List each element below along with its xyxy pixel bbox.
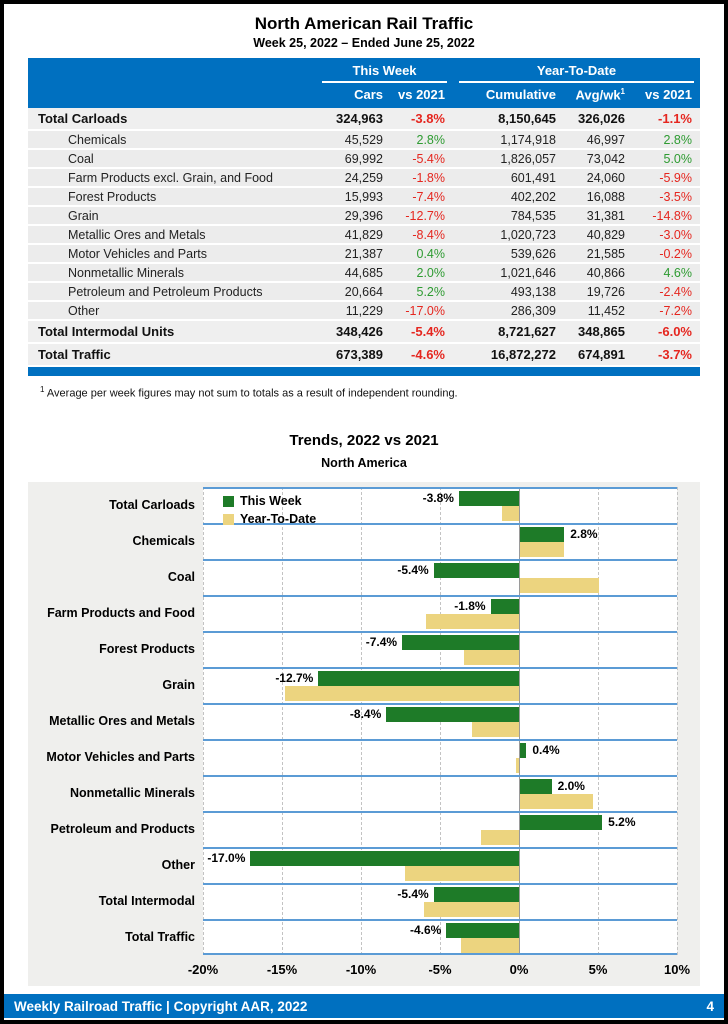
cell-cars-vs: 5.2% [416,284,445,299]
table-row [28,108,700,131]
x-tick-label: -5% [428,962,452,977]
cell-avg-wk: 40,866 [586,265,625,280]
cell-cars: 20,664 [344,284,383,299]
traffic-table-body [28,108,700,367]
cell-cumulative: 1,174,918 [500,132,556,147]
col-header-cars-vs-2021: vs 2021 [398,87,445,102]
row-label: Chemicals [68,132,127,147]
cell-ytd-vs: -0.2% [659,246,692,261]
col-header-avg-wk [556,87,625,102]
col-header-cars: Cars [354,87,383,102]
ytd-bar [461,938,519,953]
cell-ytd-vs: 4.6% [663,265,692,280]
x-tick-label: -15% [266,962,298,977]
table-row [28,283,700,302]
bar-value-label: -4.6% [409,923,442,937]
chart-title: Trends, 2022 vs 2021 [289,432,439,449]
group-header-ytd [453,63,700,83]
cell-ytd-vs: -7.2% [659,303,692,318]
cell-cumulative: 539,626 [510,246,556,261]
this-week-bar [520,743,526,758]
row-label: Nonmetallic Minerals [68,265,185,280]
avg-wk-footnote-marker: 1 [620,87,625,96]
chart-band [203,775,677,811]
bar-value-label: 0.4% [532,743,560,757]
footnote-text: Average per week figures may not sum to totals as a result of independent rounding. [46,387,458,400]
ytd-bar [472,722,519,737]
ytd-bar [502,506,519,521]
header-spacer [28,87,308,102]
table-row [28,169,700,188]
bar-value-label: -5.4% [397,563,429,577]
table-row [28,150,700,169]
cell-cumulative: 1,020,723 [500,227,556,242]
trends-chart [28,482,700,986]
footnote-marker: 1 [40,385,45,394]
this-week-bar [402,635,519,650]
table-row [28,321,700,344]
bar-value-label: -17.0% [207,851,246,865]
cell-cars-vs: 2.0% [416,265,445,280]
group-header-this-week-label: This Week [322,63,447,83]
ytd-bar [405,866,519,881]
chart-band [203,883,677,919]
page-content [4,4,724,1020]
ytd-bar [481,830,519,845]
category-label: Total Traffic [125,930,195,944]
ytd-bar [424,902,519,917]
cell-cars: 15,993 [344,189,383,204]
chart-band [203,667,677,703]
chart-band [203,631,677,667]
cell-cumulative: 784,535 [510,208,556,223]
cell-cars-vs: 2.8% [416,132,445,147]
row-label: Petroleum and Petroleum Products [68,284,263,299]
cell-ytd-vs: -1.1% [658,111,692,127]
cell-cumulative: 286,309 [510,303,556,318]
x-tick-label: 10% [663,962,691,977]
cell-cars: 24,259 [344,170,383,185]
table-bottom-bar [28,367,700,376]
row-label: Grain [68,208,99,223]
ytd-swatch [223,514,234,525]
cell-ytd-vs: -3.0% [659,227,692,242]
cell-cars-vs: -17.0% [405,303,445,318]
col-header-ytd-vs-2021: vs 2021 [645,87,692,102]
chart-band [203,847,677,883]
x-tick-label: -10% [345,962,377,977]
category-label: Forest Products [99,642,195,656]
bar-value-label: -7.4% [365,635,398,649]
cell-cars: 45,529 [344,132,383,147]
cell-avg-wk: 19,726 [586,284,625,299]
table-row [28,207,700,226]
footer-bar [4,994,724,1018]
cell-cars-vs: -7.4% [412,189,445,204]
chart-band [203,739,677,775]
cell-cumulative: 402,202 [510,189,556,204]
this-week-bar [434,887,519,902]
chart-band [203,919,677,955]
cell-cars-vs: -8.4% [412,227,445,242]
cell-avg-wk: 73,042 [586,151,625,166]
category-label: Coal [167,570,195,584]
ytd-bar [520,794,593,809]
category-label: Petroleum and Products [50,822,195,836]
cell-cars: 348,426 [336,324,383,340]
cell-avg-wk: 11,452 [587,303,625,318]
row-label: Other [68,303,100,318]
category-label: Grain [162,678,195,692]
legend-item-this-week [223,493,316,509]
cell-avg-wk: 24,060 [586,170,625,185]
this-week-bar [318,671,519,686]
this-week-bar [250,851,519,866]
legend-label-ytd: Year-To-Date [240,512,317,526]
table-row [28,302,700,321]
bar-value-label: -8.4% [349,707,382,721]
cell-avg-wk: 326,026 [578,111,625,127]
this-week-bar [491,599,519,614]
table-column-header-row [28,83,700,108]
x-tick-label: 0% [509,962,529,977]
category-label: Metallic Ores and Metals [49,714,195,728]
cell-cars: 41,829 [344,227,383,242]
cell-ytd-vs: -3.7% [658,347,692,363]
cell-cumulative: 16,872,272 [490,347,556,363]
chart-legend [223,493,316,529]
group-header-ytd-label: Year-To-Date [459,63,694,83]
cell-avg-wk: 16,088 [586,189,625,204]
bar-value-label: -5.4% [397,887,429,901]
bar-value-label: -1.8% [454,599,486,613]
cell-cars-vs: -5.4% [411,324,445,340]
cell-cumulative: 601,491 [510,170,556,185]
cell-cars: 21,387 [344,246,383,261]
row-label: Coal [68,151,94,166]
category-label: Total Intermodal [98,894,195,908]
cell-ytd-vs: 5.0% [663,151,692,166]
chart-subtitle: North America [321,456,407,470]
cell-cumulative: 1,826,057 [500,151,556,166]
row-label: Farm Products excl. Grain, and Food [68,170,273,185]
cell-avg-wk: 40,829 [586,227,625,242]
category-label: Other [161,858,195,872]
table-row [28,245,700,264]
cell-cumulative: 8,150,645 [498,111,556,127]
ytd-bar [285,686,519,701]
cell-cars-vs: -12.7% [405,208,445,223]
legend-item-ytd [223,511,316,527]
page-title: North American Rail Traffic [254,14,474,33]
cell-avg-wk: 348,865 [578,324,625,340]
table-header [28,58,700,108]
table-row [28,131,700,150]
rail-traffic-table [28,58,700,376]
row-label: Total Carloads [38,111,128,127]
cell-ytd-vs: -3.5% [659,189,692,204]
plot-area [203,487,677,955]
bar-value-label: 2.0% [557,779,585,793]
cell-cars: 673,389 [336,347,383,363]
ytd-bar [516,758,519,773]
this-week-bar [459,491,519,506]
legend-label-this-week: This Week [240,494,302,508]
cell-ytd-vs: 2.8% [663,132,692,147]
this-week-bar [520,779,552,794]
table-row [28,226,700,245]
table-footnote [40,385,458,400]
footer-page-number: 4 [706,998,714,1014]
row-label: Forest Products [68,189,157,204]
cell-cumulative: 8,721,627 [498,324,556,340]
cell-ytd-vs: -5.9% [659,170,692,185]
row-label: Total Traffic [38,347,111,363]
this-week-bar [446,923,519,938]
this-week-swatch [223,496,234,507]
cell-cumulative: 493,138 [510,284,556,299]
col-header-cumulative: Cumulative [485,87,556,102]
this-week-bar [520,815,602,830]
ytd-bar [426,614,519,629]
cell-cars-vs: -4.6% [411,347,445,363]
cell-cars-vs: -3.8% [411,111,445,127]
category-label: Farm Products and Food [47,606,195,620]
cell-cars: 29,396 [344,208,383,223]
table-row [28,344,700,367]
bar-value-label: -3.8% [422,491,454,505]
page-subtitle: Week 25, 2022 – Ended June 25, 2022 [253,36,475,50]
x-tick-label: -20% [187,962,219,977]
cell-cars: 44,685 [344,265,383,280]
cell-cumulative: 1,021,646 [500,265,556,280]
row-label: Metallic Ores and Metals [68,227,206,242]
ytd-bar [520,542,564,557]
cell-cars-vs: 0.4% [416,246,445,261]
table-row [28,264,700,283]
this-week-bar [434,563,519,578]
cell-ytd-vs: -14.8% [652,208,692,223]
group-header-this-week [316,63,453,83]
category-label: Motor Vehicles and Parts [46,750,195,764]
category-label: Total Carloads [109,498,195,512]
cell-cars-vs: -5.4% [412,151,445,166]
cell-ytd-vs: -2.4% [659,284,692,299]
cell-avg-wk: 31,381 [586,208,625,223]
chart-band [203,595,677,631]
row-label: Total Intermodal Units [38,324,175,340]
this-week-bar [520,527,564,542]
x-tick-label: 5% [588,962,608,977]
table-group-header-row [28,63,700,83]
cell-avg-wk: 674,891 [578,347,625,363]
table-row [28,188,700,207]
chart-band [203,703,677,739]
cell-ytd-vs: -6.0% [658,324,692,340]
bar-value-label: 2.8% [570,527,598,541]
ytd-bar [520,578,599,593]
footer-text: Weekly Railroad Traffic | Copyright AAR, 2022 [14,998,308,1014]
cell-avg-wk: 21,585 [586,246,625,261]
gridline [677,487,678,955]
chart-band [203,811,677,847]
col-header-avg-wk-label: Avg/wk [575,87,621,103]
category-label: Chemicals [132,534,195,548]
bar-value-label: -12.7% [275,671,314,685]
category-label: Nonmetallic Minerals [69,786,195,800]
row-label: Motor Vehicles and Parts [68,246,207,261]
chart-band [203,559,677,595]
cell-avg-wk: 46,997 [586,132,625,147]
cell-cars: 324,963 [336,111,383,127]
ytd-bar [464,650,519,665]
cell-cars-vs: -1.8% [412,170,445,185]
this-week-bar [386,707,519,722]
cell-cars: 11,229 [345,303,383,318]
cell-cars: 69,992 [344,151,383,166]
bar-value-label: 5.2% [608,815,636,829]
